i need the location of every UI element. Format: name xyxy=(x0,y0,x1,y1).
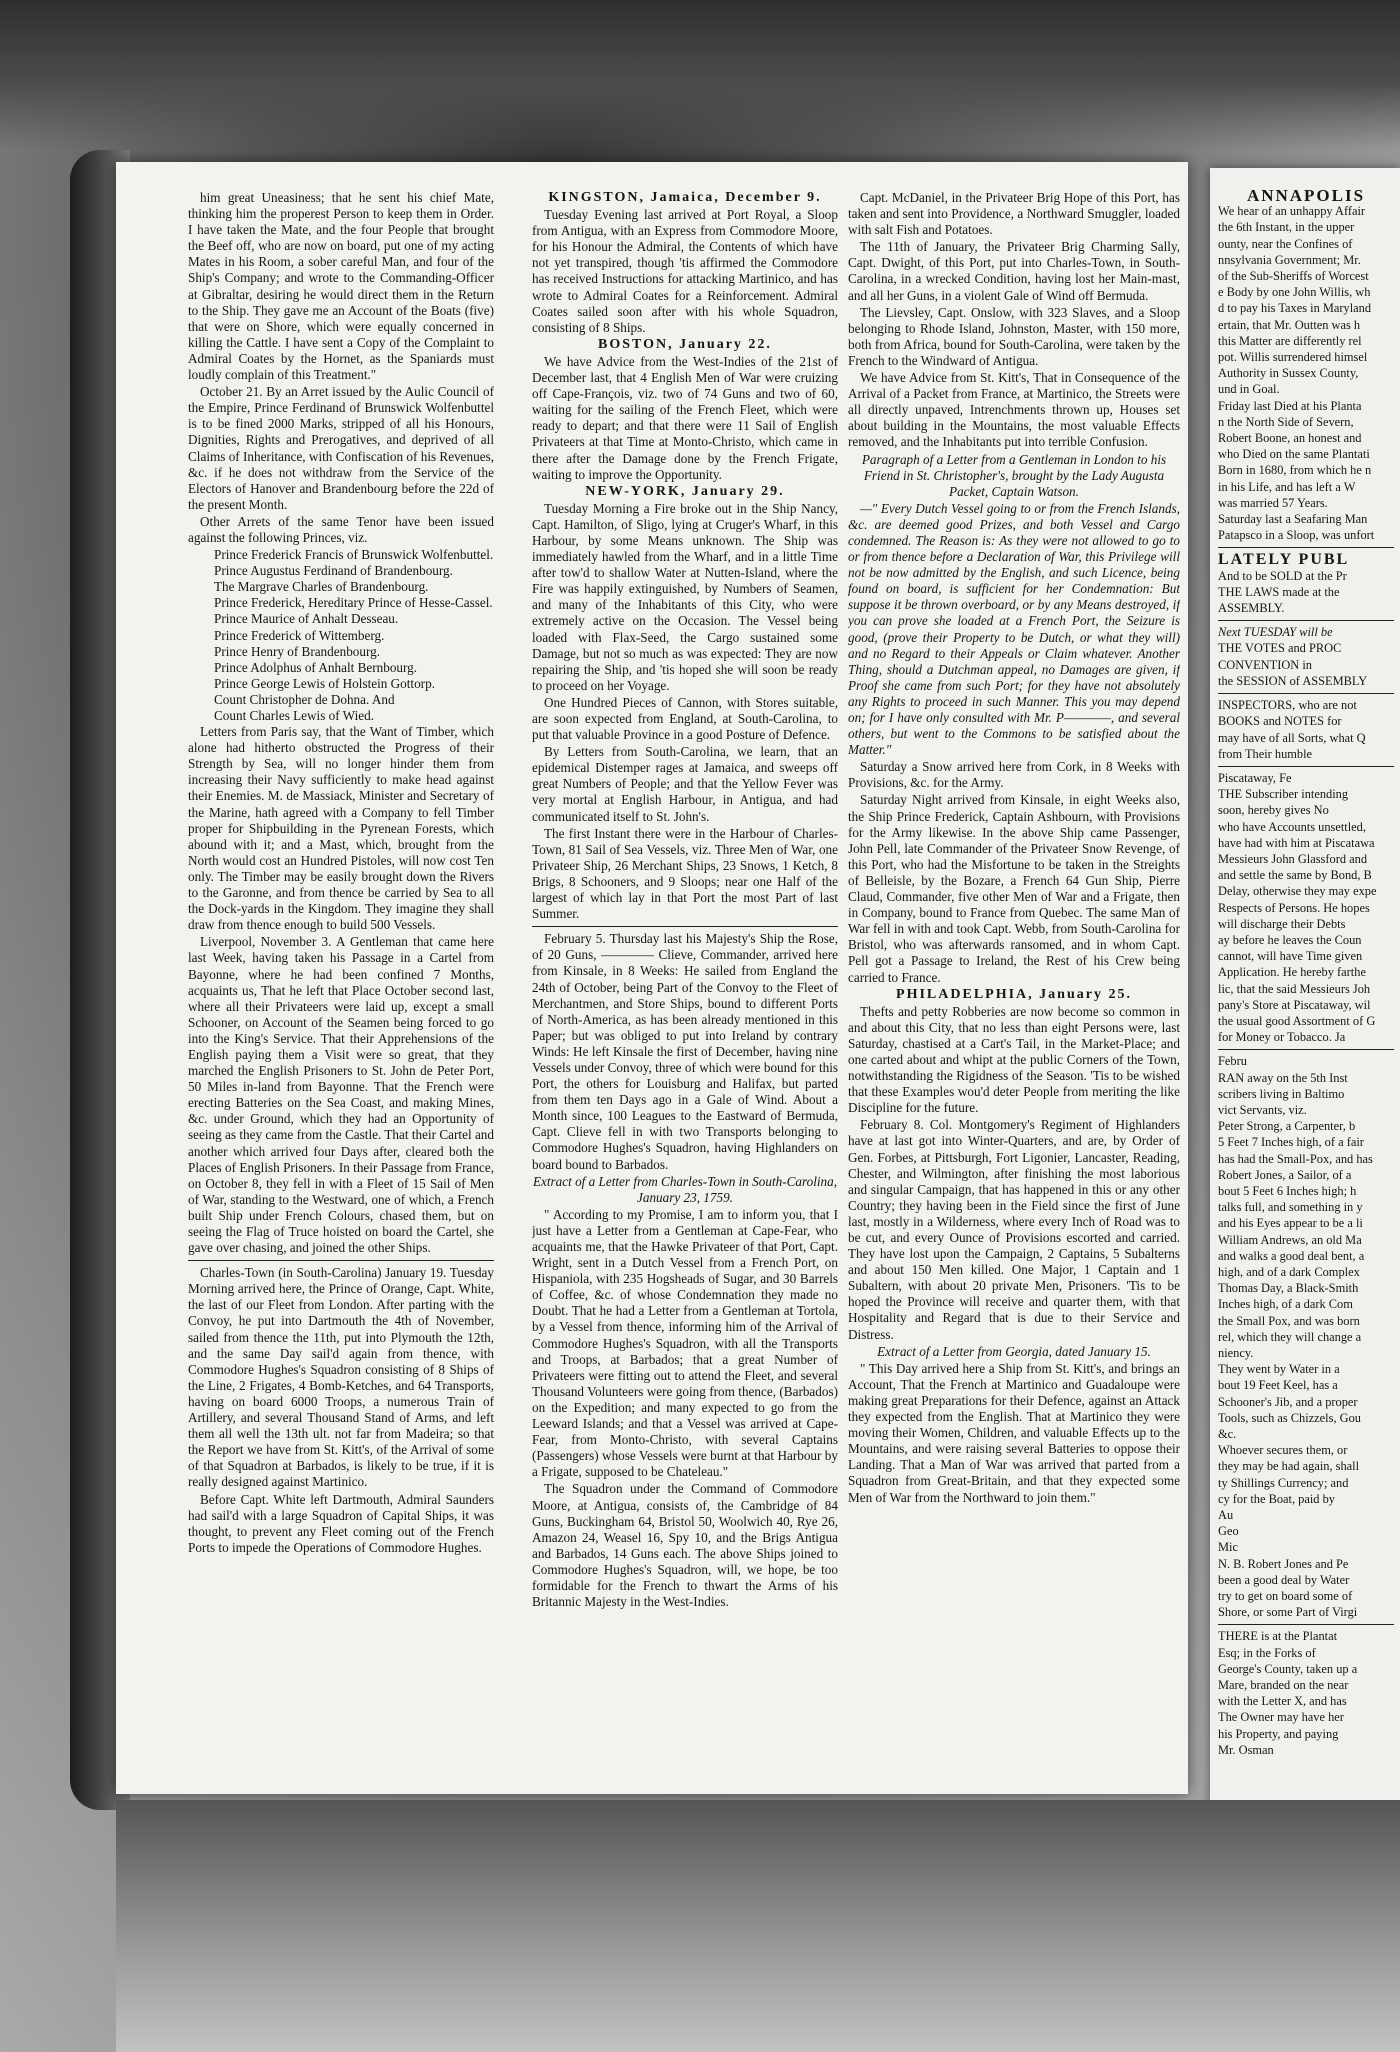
facing-page xyxy=(1210,168,1400,1818)
text-line: ertain, that Mr. Outten was h xyxy=(1218,317,1361,332)
text-line: who Died on the same Plantati xyxy=(1218,447,1370,462)
list-item: Prince George Lewis of Holstein Gottorp. xyxy=(214,675,435,691)
text-line: We hear of an unhappy Affair xyxy=(1218,204,1366,219)
extract-heading: Extract of a Letter from Charles-Town in South-Carolina, January 23, 1759. xyxy=(532,1173,838,1205)
divider xyxy=(1218,766,1394,767)
text-line: for Money or Tobacco. Ja xyxy=(1218,1030,1346,1045)
ad-lately-published: LATELY PUBL xyxy=(1218,551,1350,569)
text-line: Shore, or some Part of Virgi xyxy=(1218,1605,1358,1620)
text-line: CONVENTION in xyxy=(1218,657,1312,672)
paragraph: October 21. By an Arret issued by the Aulic Council of the Empire, Prince Ferdinand of Brunswick Wolfenbuttel is to be fined 2000 Marks, stripped of all his Honours, Dignities, Rights and Prerogatives, and deprived of all Claims of Inheritance, with Confiscation of his Revenues, &c. if he does not withdraw from the Service of the Electors of Hanover and Brandenbourg before the 22d of the present Month. xyxy=(188,384,494,512)
text-line: Tools, such as Chizzels, Gou xyxy=(1218,1410,1361,1425)
text-line: Application. He hereby farthe xyxy=(1218,965,1366,980)
paragraph: " This Day arrived here a Ship from St. Kitt's, and brings an Account, That the French at Martinico and Guadaloupe were making great Preparations for their Defence, against an Attack they expected from the English. That at Martinico they were moving their Women, Children, and valuable Effects up to the Mountains, and were raising several Batteries to oppose their Landing. That a Man of War was arrived that parted from a Squadron from Great-Britain, and that they expected some Men of War from the Northward to join them." xyxy=(848,1360,1180,1505)
paragraph: February 8. Col. Montgomery's Regiment of Highlanders have at last got into Winter-Quarters, and are, by Order of Gen. Forbes, at Pittsburgh, Fort Ligonier, Lancaster, Reading, Chester, and Wilmington, after finishing the most laborious and singular Campaign, that has happened in this or any other Country; they having been in the Field since the first of June last, mostly in a Wilderness, where every Inch of Road was to be cut, and every Ounce of Provisions escorted and carried. They have lost upon the Campaign, 2 Captains, 5 Subalterns and about 150 Men killed. One Major, 1 Captain and 1 Subaltern, with about 20 private Men, Prisoners. 'Tis to be hoped the Province will receive and quarter them, with that Hospitality and Regard that is due to their Service and Distress. xyxy=(848,1117,1180,1342)
text-line: ounty, near the Confines of xyxy=(1218,236,1353,251)
text-line: Robert Jones, a Sailor, of a xyxy=(1218,1167,1352,1182)
divider xyxy=(1218,1624,1394,1625)
text-line: been a good deal by Water xyxy=(1218,1572,1350,1587)
text-line: the usual good Assortment of G xyxy=(1218,1013,1376,1028)
paragraph: Letters from Paris say, that the Want of Timber, which alone had hitherto obstructed the Progress of their Strength by Sea, will no longer hinder them from increasing their Navy sufficiently to make head against their Enemies. M. de Massiack, Minister and Secretary of the Marine, hath agreed with a Company to fell Timber proper for Shipbuilding in the Pyrenean Forests, which abound with it; and a Mast, which, brought from the North would cost an Hundred Pistoles, will now cost Ten only. The Timber may be easily brought down the Rivers to the Garonne, and from thence be carried by Sea to all the Dock-yards in the Kingdom. They imagine they shall draw from thence enough to build 500 Vessels. xyxy=(188,724,494,933)
text-line: N. B. Robert Jones and Pe xyxy=(1218,1556,1349,1571)
list-item: Prince Augustus Ferdinand of Brandenbourg. xyxy=(214,563,453,579)
text-line: pany's Store at Piscataway, wil xyxy=(1218,997,1371,1012)
text-line: Delay, otherwise they may expe xyxy=(1218,884,1377,899)
text-line: they may be had again, shall xyxy=(1218,1459,1360,1474)
dateline-philadelphia: PHILADELPHIA, January 25. xyxy=(896,986,1132,1002)
text-line: THE LAWS made at the xyxy=(1218,584,1340,599)
text-line: and his Eyes appear to be a li xyxy=(1218,1216,1363,1231)
text-line: from Their humble xyxy=(1218,746,1313,761)
paragraph: By Letters from South-Carolina, we learn, that an epidemical Distemper rages at Jamaica, and sweeps off great Numbers of People; and that the Yellow Fever was very mortal at English Harbour, in Antigua, and had communicated itself to St. John's. xyxy=(532,744,838,824)
text-line: vict Servants, viz. xyxy=(1218,1102,1307,1117)
text-line: Peter Strong, a Carpenter, b xyxy=(1218,1119,1356,1134)
text-line: Robert Boone, an honest and xyxy=(1218,431,1362,446)
text-line: try to get on board some of xyxy=(1218,1589,1353,1604)
text-line: Messieurs John Glassford and xyxy=(1218,851,1368,866)
ad-piscataway xyxy=(1218,771,1394,1045)
dateline-boston: BOSTON, January 22. xyxy=(598,336,772,352)
text-line: George's County, taken up a xyxy=(1218,1661,1358,1676)
ad-votes xyxy=(1218,641,1394,689)
dateline-kingston: KINGSTON, Jamaica, December 9. xyxy=(548,190,822,205)
text-line: THE VOTES and PROC xyxy=(1218,641,1342,656)
text-line: Saturday last a Seafaring Man xyxy=(1218,512,1368,527)
paragraph: February 5. Thursday last his Majesty's Ship the Rose, of 20 Guns, ———— Clieve, Commander, arrived here from Kinsale, in 8 Weeks: He sailed from England the 24th of October, being Part of the Convoy to the Fleet of Merchantmen, and Store Ships, bound to different Ports of North-America, as has been already mentioned in this Paper; but was obliged to put into Ireland by contrary Winds: He left Kinsale the first of December, having nine Vessels under Convoy, three of which were bound for this Port, the others for Louisburg and Halifax, but parted from them ten Days ago in a Gale of Wind. About a Month since, 100 Leagues to the Eastward of Bermuda, Capt. Clieve fell in with two Transports belonging to Commodore Hughes's Squadron, having Highlanders on board bound to Barbados. xyxy=(532,931,838,1172)
text-line: Au xyxy=(1218,1508,1234,1523)
text-line: soon, hereby gives No xyxy=(1218,803,1329,818)
text-line: Piscataway, Fe xyxy=(1218,770,1292,785)
text-line: BOOKS and NOTES for xyxy=(1218,714,1342,729)
text-line: &c. xyxy=(1218,1427,1237,1442)
text-line: Mr. Osman xyxy=(1218,1742,1274,1757)
list-item: Prince Maurice of Anhalt Desseau. xyxy=(214,611,399,627)
text-line: scribers living in Baltimo xyxy=(1218,1086,1345,1101)
scan-top-shadow xyxy=(0,0,1400,150)
text-line: with the Letter X, and has xyxy=(1218,1694,1347,1709)
text-line: RAN away on the 5th Inst xyxy=(1218,1070,1348,1085)
ad-runaway xyxy=(1218,1054,1394,1620)
paragraph: Tuesday Morning a Fire broke out in the Ship Nancy, Capt. Hamilton, of Sligo, lying at Cruger's Wharf, in this Harbour, by some Means unknown. The Ship was immediately hawled from the Wharf, and in a little Time after tow'd to shallow Water at Nutten-Island, where the Fire was happily extinguished, by Numbers of Seamen, and many of the Inhabitants of this City, who were extremely active on the Occasion. The Vessel being loaded with Flax-Seed, the Cargo sustained some Damage, but not so much as was expected: They are now repairing the Ship, and 'tis hoped she will soon be ready to proceed on her Voyage. xyxy=(532,500,838,693)
text-line: and walks a good deal bent, a xyxy=(1218,1248,1365,1263)
text-line: e Body by one John Willis, wh xyxy=(1218,285,1371,300)
text-line: Authority in Sussex County, xyxy=(1218,366,1359,381)
text-line: ASSEMBLY. xyxy=(1218,601,1285,616)
divider xyxy=(1218,620,1394,621)
text-line: Febru xyxy=(1218,1054,1247,1069)
text-line: has had the Small-Pox, and has xyxy=(1218,1151,1373,1166)
paragraph: Saturday Night arrived from Kinsale, in eight Weeks also, the Ship Prince Frederick, Captain Ashbourn, with Provisions for the Army likewise. In the above Ship came Passenger, John Pell, late Commander of the Privateer Snow Revenge, of this Port, who had the Misfortune to be taken in the Streights of Belleisle, by the Bozare, a French 64 Gun Ship, Pierre Claud, Commander, five other Men of War and a Frigate, then in Company, bound to France from Quebec. The same Man of War fell in with and took Capt. Webb, from South-Carolina for Bristol, who was afterwards ransomed, and in whom Capt. Pell got a Passage to Ireland, the Rest of his Crew being carried to France. xyxy=(848,792,1180,985)
text-line: Schooner's Jib, and a proper xyxy=(1218,1394,1358,1409)
text-line: Inches high, of a dark Com xyxy=(1218,1297,1353,1312)
paragraph: The first Instant there were in the Harbour of Charles-Town, 81 Sail of Sea Vessels, viz. Three Men of War, one Privateer Ship, 26 Merchant Ships, 23 Snows, 1 Ketch, 8 Brigs, 8 Schooners, and 9 Sloops; near one Half of the largest of which lay in that Port the most Part of last Summer. xyxy=(532,825,838,922)
list-item: Prince Adolphus of Anhalt Bernbourg. xyxy=(214,659,418,675)
paragraph: —" Every Dutch Vessel going to or from the French Islands, &c. are deemed good Prizes, and both Vessel and Cargo condemned. The Reason is: As they were not allowed to go to or from thence before a Declaration of War, this Privilege will not be now admitted by the English, and such Licence, being found on board, is sufficient for her Condemnation: But suppose it be thrown overboard, or by any Means destroyed, if you can prove she loaded at a French Port, the Seizure is good, (prove their Property to be Dutch, or what they will) and no Regard to their Appeals or Claim whatever. Another Thing, should a Dutchman appeal, no Damages are given, if Proof she came from such Port; for they have not absolutely any Rights to proceed in such Manner. This you may depend on; for I have only consulted with Mr. P————, and several others, but went to the Commons to be satisfied about the Matter." xyxy=(848,500,1180,758)
text-line: the Small Pox, and was born xyxy=(1218,1313,1360,1328)
text-line: the 6th Instant, in the upper xyxy=(1218,220,1355,235)
text-line: Thomas Day, a Black-Smith xyxy=(1218,1281,1359,1296)
list-item: Count Charles Lewis of Wied. xyxy=(214,708,375,723)
text-line: INSPECTORS, who are not xyxy=(1218,698,1357,713)
text-line: Mic xyxy=(1218,1540,1238,1555)
paragraph: Tuesday Evening last arrived at Port Royal, a Sloop from Antigua, with an Express from Commodore Moore, for his Honour the Admiral, the Contents of which have not yet transpired, though 'tis affirmed the Commodore has received Instructions for attacking Martinico, and has wrote to Admiral Coates for a Reinforcement. Admiral Coates sailed soon after with his whole Squadron, consisting of 8 Ships. xyxy=(532,207,838,335)
paragraph: The Lievsley, Capt. Onslow, with 323 Slaves, and a Sloop belonging to Rhode Island, Johnston, Master, with 150 more, both from Africa, bound for South-Carolina, were taken by the French to the Windward of Antigua. xyxy=(848,304,1180,368)
paragraph: him great Uneasiness; that he sent his chief Mate, thinking him the properest Person to keep them in Order. I have taken the Mate, and the four People that brought the Beef off, who are now on board, put one of my acting Mates in his Room, a sober careful Man, and four of the Ship's Company; and wrote to the Commanding-Officer at Gibraltar, desiring he would direct them in the Return to the Ship. They gave me an Account of the Boats (five) that were on Shore, which were equally concerned in killing the Cattle. I have sent a Copy of the Complaint to Admiral Coates by the Hornet, as the Spaniards must loudly complain of this Treatment." xyxy=(188,190,494,383)
text-line: Friday last Died at his Planta xyxy=(1218,398,1362,413)
letter-heading: Paragraph of a Letter from a Gentleman in London to his Friend in St. Christopher's, brought by the Lady Augusta Packet, Captain Watson. xyxy=(861,451,1167,499)
text-line: The Owner may have her xyxy=(1218,1710,1344,1725)
paragraph: The 11th of January, the Privateer Brig Charming Sally, Capt. Dwight, of this Port, put into Charles-Town, in South-Carolina, in a wrecked Condition, having lost her Main-mast, and all her Guns, in a violent Gale of Wind off Bermuda. xyxy=(848,239,1180,303)
list-item: Prince Frederick, Hereditary Prince of Hesse-Cassel. xyxy=(214,595,493,611)
text-line: nnsylvania Government; Mr. xyxy=(1218,252,1361,267)
paragraph: Capt. McDaniel, in the Privateer Brig Hope of this Port, has taken and sent into Providence, a Northward Smuggler, loaded with salt Fish and Potatoes. xyxy=(848,190,1180,238)
text-line: Patapsco in a Sloop, was unfort xyxy=(1218,528,1375,543)
text-line: bout 19 Feet Keel, has a xyxy=(1218,1378,1338,1393)
text-line: may have of all Sorts, what Q xyxy=(1218,730,1366,745)
text-line: in his Life, and has left a W xyxy=(1218,479,1356,494)
list-item: Prince Henry of Brandenbourg. xyxy=(214,643,381,659)
paragraph: Saturday a Snow arrived here from Cork, in 8 Weeks with Provisions, &c. for the Army. xyxy=(848,759,1180,791)
ad-stray-mare xyxy=(1218,1629,1394,1758)
text-line: pot. Willis surrendered himsel xyxy=(1218,350,1368,365)
column-2 xyxy=(532,190,838,1775)
text-line: his Property, and paying xyxy=(1218,1726,1339,1741)
text-line: And to be SOLD at the Pr xyxy=(1218,568,1347,583)
paragraph: We have Advice from St. Kitt's, That in Consequence of the Arrival of a Packet from France, at Martinico, the Streets were all directly unpaved, Intrenchments thrown up, Houses set about building in the Mountains, the most valuable Effects removed, and the Inhabitants put into terrible Confusion. xyxy=(848,370,1180,450)
text-line: talks full, and something in y xyxy=(1218,1200,1363,1215)
ad-laws xyxy=(1218,569,1394,617)
extract-heading: Extract of a Letter from Georgia, dated January 15. xyxy=(877,1343,1151,1359)
paragraph: The Squadron under the Command of Commodore Moore, at Antigua, consists of, the Cambridge of 84 Guns, Buckingham 64, Bristol 50, Woolwich 40, Rye 26, Amazon 24, Weasel 16, Spy 10, and the Brigs Antigua and Barbados, 14 Guns each. The above Ships joined to Commodore Hughes's Squadron, will, we hope, be too formidable for the French to thwart the Arms of his Britannic Majesty in the West-Indies. xyxy=(532,1481,838,1610)
text-line: cannot, will have Time given xyxy=(1218,949,1363,964)
facing-page-column xyxy=(1218,188,1394,1759)
text-line: niency. xyxy=(1218,1346,1254,1361)
divider xyxy=(1218,693,1394,694)
text-line: Mare, branded on the near xyxy=(1218,1678,1349,1693)
text-line: n the North Side of Severn, xyxy=(1218,414,1354,429)
text-line: Born in 1680, from which he n xyxy=(1218,463,1372,478)
divider xyxy=(1218,547,1394,548)
text-line: rel, which they will change a xyxy=(1218,1329,1362,1344)
text-line: cy for the Boat, paid by xyxy=(1218,1491,1335,1506)
paragraph: Liverpool, November 3. A Gentleman that came here last Week, having taken his Passage in a Cartel from Bayonne, where he had been confined 7 Months, acquaints us, That he left that Place October second last, where all their Privateers were laid up, except a small Schooner, on Account of the Seamen being forced to go into the King's Service. That their Apprehensions of the English paying them a Visit were so great, that they marched the English Prisoners to St. John de Peter Port, 50 Miles in-land from Bayonne. That the French were erecting Batteries on the Sea Coast, and making Mines, &c. under Ground, which they had an Opportunity of seeing as they came from the Castle. That their Cartel and another which arrived four Days after, cleared both the Places of English Prisoners. In their Passage from France, on October 8, they fell in with a Fleet of 15 Sail of Men of War, standing to the Westward, one of which, a French built Ship under French Colours, chased them, but on seeing the Flag of Truce hoisted on board the Cartel, she gave over chasing, and joined the other Ships. xyxy=(188,934,494,1256)
text-line: bout 5 Feet 6 Inches high; h xyxy=(1218,1183,1357,1198)
text-line: lic, that the said Messieurs Joh xyxy=(1218,981,1371,996)
paragraph: Charles-Town (in South-Carolina) January 19. Tuesday Morning arrived here, the Prince of Orange, Capt. White, the last of our Fleet from London. After parting with the Convoy, he put into Dartmouth the 4th of November, sailed from thence the 11th, put into Plymouth the 12th, and the same Day sail'd again from thence, with Commodore Hughes's Squadron consisting of 8 Ships of the Line, 2 Frigates, 4 Bomb-Ketches, and 64 Transports, having on board 6000 Troops, a numerous Train of Artillery, and several Thousand Stand of Arms, and left them all well the 13th ult. not far from Madeira; so that the Report we have from St. Kitt's, of the Arrival of some of that Squadron at Barbados, is likely to be true, if it is really designed against Martinico. xyxy=(188,1265,494,1490)
list-item: Prince Frederick of Wittemberg. xyxy=(214,627,385,643)
text-line: this Matter are differently rel xyxy=(1218,333,1362,348)
text-line: d to pay his Taxes in Maryland xyxy=(1218,301,1372,316)
scan-bottom-area xyxy=(116,1800,1400,2052)
annapolis-news xyxy=(1218,204,1394,543)
text-line: Whoever secures them, or xyxy=(1218,1443,1348,1458)
text-line: William Andrews, an old Ma xyxy=(1218,1232,1362,1247)
text-line: THE Subscriber intending xyxy=(1218,787,1349,802)
list-item: The Margrave Charles of Brandenbourg. xyxy=(214,579,429,595)
dateline-new-york: NEW-YORK, January 29. xyxy=(585,483,785,499)
list-item: Prince Frederick Francis of Brunswick Wolfenbuttel. xyxy=(214,547,494,563)
list-item: Count Christopher de Dohna. And xyxy=(214,691,395,707)
princes-list xyxy=(188,547,494,724)
text-line: and settle the same by Bond, B xyxy=(1218,868,1372,883)
text-line: They went by Water in a xyxy=(1218,1362,1340,1377)
divider xyxy=(532,926,838,927)
paragraph: Before Capt. White left Dartmouth, Admiral Saunders had sail'd with a large Squadron of Capital Ships, it was thought, to prevent any Fleet coming out of the French Ports to impede the Operations of Commodore Hughes. xyxy=(188,1491,494,1555)
column-1 xyxy=(188,190,494,1775)
column-3 xyxy=(848,190,1180,1775)
paragraph: " According to my Promise, I am to inform you, that I just have a Letter from a Gentleman at Cape-Fear, who acquaints me, that the Hawke Privateer of that Port, Capt. Wright, sent in a Dutch Vessel from a French Port, on Hispaniola, with 235 Hogsheads of Sugar, and 30 Barrels of Coffee, &c. of whose Condemnation they made no Doubt. That he had a Letter from a Gentleman at Tortola, by a Vessel from thence, informing him of the Arrival of Commodore Hughes's Squadron, with all the Transports and Troops, at Barbados; that a great Number of Privateers were fitting out to attend the Fleet, and several Thousand Volunteers were going from thence, (Barbados) on the Expedition; and many expected to go from the Leeward Islands; and that a Vessel was arrived at Cape-Fear, from Monto-Christo, with several Captains (Passengers) whose Vessels were burnt at that Harbour by a Frigate, supposed to be Chateleau." xyxy=(532,1206,838,1480)
text-line: Respects of Persons. He hopes xyxy=(1218,900,1370,915)
ad-inspectors xyxy=(1218,698,1394,762)
text-line: Esq; in the Forks of xyxy=(1218,1645,1316,1660)
text-line: Geo xyxy=(1218,1524,1239,1539)
text-line: und in Goal. xyxy=(1218,382,1280,397)
text-line: was married 57 Years. xyxy=(1218,495,1328,510)
text-line: 5 Feet 7 Inches high, of a fair xyxy=(1218,1135,1364,1150)
text-line: high, and of a dark Complex xyxy=(1218,1265,1360,1279)
text-line: the SESSION of ASSEMBLY xyxy=(1218,673,1368,688)
paragraph: Other Arrets of the same Tenor have been issued against the following Princes, viz. xyxy=(188,513,494,545)
text-line: ty Shillings Currency; and xyxy=(1218,1475,1349,1490)
divider xyxy=(1218,1049,1394,1050)
paragraph: We have Advice from the West-Indies of the 21st of December last, that 4 English Men of War were cruizing off Cape-François, viz. two of 74 Guns and two of 60, waiting for the sailing of the French Fleet, which were ready to depart; and that there were 11 Sail of English Privateers at that Time at Monto-Christo, which came in there after the Damage done by the French Frigate, waiting to improve the Opportunity. xyxy=(532,353,838,482)
paragraph: One Hundred Pieces of Cannon, with Stores suitable, are soon expected from England, at South-Carolina, to put that valuable Province in a good Posture of Defence. xyxy=(532,694,838,743)
text-line: who have Accounts unsettled, xyxy=(1218,819,1366,834)
text-line: ay before he leaves the Coun xyxy=(1218,932,1362,947)
divider xyxy=(188,1260,494,1261)
text-line: will discharge their Debts xyxy=(1218,916,1346,931)
text-line: THERE is at the Plantat xyxy=(1218,1629,1338,1644)
paragraph: Thefts and petty Robberies are now become so common in and about this City, that no less than eight Persons were, last Saturday, chastised at a Cart's Tail, in the Market-Place; and one carted about and whipt at the public Corners of the Town, notwithstanding the Rigidness of the Season. 'Tis to be wished that these Examples wou'd deter People from meriting the like Discipline for the future. xyxy=(848,1003,1180,1116)
text-line: of the Sub-Sheriffs of Worcest xyxy=(1218,269,1369,284)
text-line: have had with him at Piscatawa xyxy=(1218,835,1375,850)
ad-next-tuesday: Next TUESDAY will be xyxy=(1218,625,1333,640)
masthead-annapolis: ANNAPOLIS xyxy=(1246,186,1366,205)
